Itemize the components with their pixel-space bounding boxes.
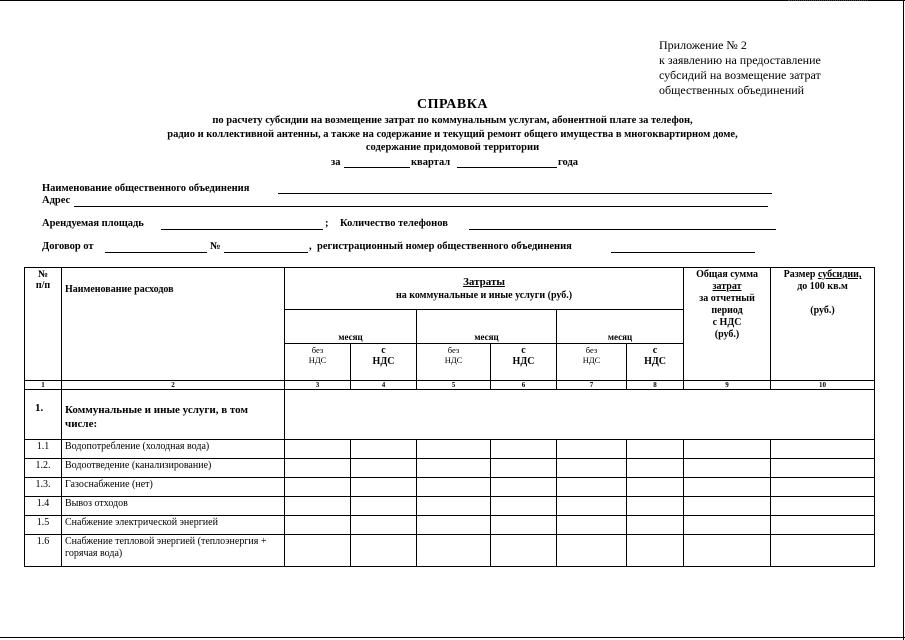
contract-number-label: № <box>210 241 221 252</box>
section-empty-cell <box>285 390 875 440</box>
value-cell[interactable] <box>351 440 417 459</box>
value-cell[interactable] <box>627 535 684 567</box>
contract-from-label: Договор от <box>42 241 94 252</box>
page-border-bottom <box>0 637 905 638</box>
header-total-line-3: за отчетный период <box>699 293 755 316</box>
header-no-vat-2: без НДС <box>417 344 491 381</box>
row-label: Снабжение тепловой энергией (теплоэнергия + горячая вода) <box>62 535 285 567</box>
appendix-note <box>659 38 899 98</box>
header-total-line-2: затрат <box>712 281 742 292</box>
col-num-4: 4 <box>351 381 417 390</box>
value-cell[interactable] <box>285 478 351 497</box>
value-cell[interactable] <box>351 478 417 497</box>
value-cell[interactable] <box>285 535 351 567</box>
phones-count-label: Количество телефонов <box>340 218 448 229</box>
header-month-2: месяц <box>417 310 557 344</box>
value-cell[interactable] <box>771 459 875 478</box>
value-cell[interactable] <box>351 516 417 535</box>
header-costs-title: Затраты <box>463 275 505 288</box>
value-cell[interactable] <box>627 478 684 497</box>
value-cell[interactable] <box>351 459 417 478</box>
header-with-vat-3: с НДС <box>627 344 684 381</box>
table-row <box>25 440 875 459</box>
appendix-line-4: общественных объединений <box>659 83 805 97</box>
value-cell[interactable] <box>491 516 557 535</box>
semicolon: ; <box>325 218 329 229</box>
value-cell[interactable] <box>684 478 771 497</box>
value-cell[interactable] <box>285 459 351 478</box>
address-blank[interactable] <box>74 206 768 207</box>
address-label: Адрес <box>42 195 71 206</box>
value-cell[interactable] <box>417 478 491 497</box>
value-cell[interactable] <box>771 516 875 535</box>
comma: , <box>309 241 312 252</box>
value-cell[interactable] <box>285 516 351 535</box>
document-title: СПРАВКА <box>417 97 488 112</box>
header-month-3: месяц <box>557 310 684 344</box>
rented-area-blank[interactable] <box>161 229 323 230</box>
table-row <box>25 535 875 567</box>
row-number: 1.3. <box>25 478 62 497</box>
contract-number-blank[interactable] <box>224 252 308 253</box>
org-name-label: Наименование общественного объединения <box>42 183 250 194</box>
col-num-7: 7 <box>557 381 627 390</box>
value-cell[interactable] <box>771 478 875 497</box>
value-cell[interactable] <box>627 497 684 516</box>
rented-area-label: Арендуемая площадь <box>42 218 144 229</box>
subtitle-line-2: радио и коллективной антенны, а также на содержание и текущий ремонт общего имущества в многоквартирном доме, <box>167 129 738 140</box>
value-cell[interactable] <box>417 497 491 516</box>
value-cell[interactable] <box>557 516 627 535</box>
col-num-6: 6 <box>491 381 557 390</box>
value-cell[interactable] <box>417 516 491 535</box>
col-num-9: 9 <box>684 381 771 390</box>
page-border-top <box>0 0 905 1</box>
period-prefix: за <box>331 157 341 168</box>
row-number: 1.6 <box>25 535 62 567</box>
value-cell[interactable] <box>627 516 684 535</box>
value-cell[interactable] <box>491 478 557 497</box>
section-label: Коммунальные и иные услуги, в том числе: <box>62 390 285 440</box>
column-numbers-row <box>25 381 875 390</box>
header-costs <box>285 268 684 310</box>
table-row <box>25 459 875 478</box>
value-cell[interactable] <box>557 535 627 567</box>
value-cell[interactable] <box>771 497 875 516</box>
contract-date-blank[interactable] <box>105 252 207 253</box>
value-cell[interactable] <box>557 497 627 516</box>
row-number: 1.2. <box>25 459 62 478</box>
header-total-line-4: с НДС <box>712 317 742 328</box>
col-num-3: 3 <box>285 381 351 390</box>
header-subsidy-line-1: Размер <box>783 269 816 280</box>
value-cell[interactable] <box>771 440 875 459</box>
value-cell[interactable] <box>627 440 684 459</box>
row-label: Водоотведение (канализирование) <box>62 459 285 478</box>
subtitle-line-1: по расчету субсидии на возмещение затрат по коммунальным услугам, абонентной плате за телефон, <box>212 115 693 126</box>
header-subsidy <box>771 268 875 381</box>
header-month-1: месяц <box>285 310 417 344</box>
header-total <box>684 268 771 381</box>
row-label: Вывоз отходов <box>62 497 285 516</box>
header-no-vat-1: без НДС <box>285 344 351 381</box>
value-cell[interactable] <box>557 459 627 478</box>
period-quarter-label: квартал <box>411 157 451 168</box>
header-name: Наименование расходов <box>62 268 285 381</box>
value-cell[interactable] <box>684 535 771 567</box>
value-cell[interactable] <box>285 440 351 459</box>
appendix-line-3: субсидий на возмещение затрат <box>659 68 821 82</box>
value-cell[interactable] <box>557 478 627 497</box>
reg-number-blank[interactable] <box>611 252 755 253</box>
year-blank[interactable] <box>457 167 557 168</box>
row-label: Водопотребление (холодная вода) <box>62 440 285 459</box>
table-row <box>25 497 875 516</box>
header-with-vat-2: с НДС <box>491 344 557 381</box>
row-number: 1.5 <box>25 516 62 535</box>
header-total-line-5: (руб.) <box>714 329 740 340</box>
value-cell[interactable] <box>771 535 875 567</box>
row-label: Газоснабжение (нет) <box>62 478 285 497</box>
header-subsidy-line-2: субсидии, <box>817 269 862 280</box>
table-row <box>25 516 875 535</box>
value-cell[interactable] <box>417 440 491 459</box>
appendix-line-1: Приложение № 2 <box>659 38 747 52</box>
value-cell[interactable] <box>684 440 771 459</box>
page-border-right <box>903 0 904 640</box>
value-cell[interactable] <box>557 440 627 459</box>
value-cell[interactable] <box>285 497 351 516</box>
col-num-10: 10 <box>771 381 875 390</box>
header-with-vat-1: с НДС <box>351 344 417 381</box>
header-no-vat-3: без НДС <box>557 344 627 381</box>
appendix-line-2: к заявлению на предоставление <box>659 53 821 67</box>
org-name-blank[interactable] <box>278 193 772 194</box>
scan-mark <box>788 0 868 5</box>
header-subsidy-line-3: до 100 кв.м <box>797 281 848 292</box>
value-cell[interactable] <box>684 459 771 478</box>
expenses-table <box>24 267 875 567</box>
value-cell[interactable] <box>491 459 557 478</box>
value-cell[interactable] <box>491 497 557 516</box>
phones-count-blank[interactable] <box>469 229 776 230</box>
header-total-line-1: Общая сумма <box>696 269 758 280</box>
value-cell[interactable] <box>491 535 557 567</box>
value-cell[interactable] <box>684 516 771 535</box>
value-cell[interactable] <box>417 459 491 478</box>
table-row <box>25 478 875 497</box>
col-num-1: 1 <box>25 381 62 390</box>
subtitle-line-3: содержание придомовой территории <box>365 142 540 153</box>
col-num-5: 5 <box>417 381 491 390</box>
header-subsidy-line-4: (руб.) <box>810 305 835 316</box>
period-year-label: года <box>558 157 579 168</box>
quarter-blank[interactable] <box>344 167 410 168</box>
row-number: 1.4 <box>25 497 62 516</box>
value-cell[interactable] <box>351 535 417 567</box>
value-cell[interactable] <box>491 440 557 459</box>
value-cell[interactable] <box>351 497 417 516</box>
value-cell[interactable] <box>684 497 771 516</box>
header-number: № п/п <box>25 268 62 381</box>
row-label: Снабжение электрической энергией <box>62 516 285 535</box>
value-cell[interactable] <box>417 535 491 567</box>
row-number: 1.1 <box>25 440 62 459</box>
col-num-8: 8 <box>627 381 684 390</box>
col-num-2: 2 <box>62 381 285 390</box>
reg-number-label: регистрационный номер общественного объединения <box>317 241 572 252</box>
header-costs-subtitle: на коммунальные и иные услуги (руб.) <box>395 289 573 301</box>
section-row <box>25 390 875 440</box>
value-cell[interactable] <box>627 459 684 478</box>
section-number: 1. <box>25 390 62 440</box>
